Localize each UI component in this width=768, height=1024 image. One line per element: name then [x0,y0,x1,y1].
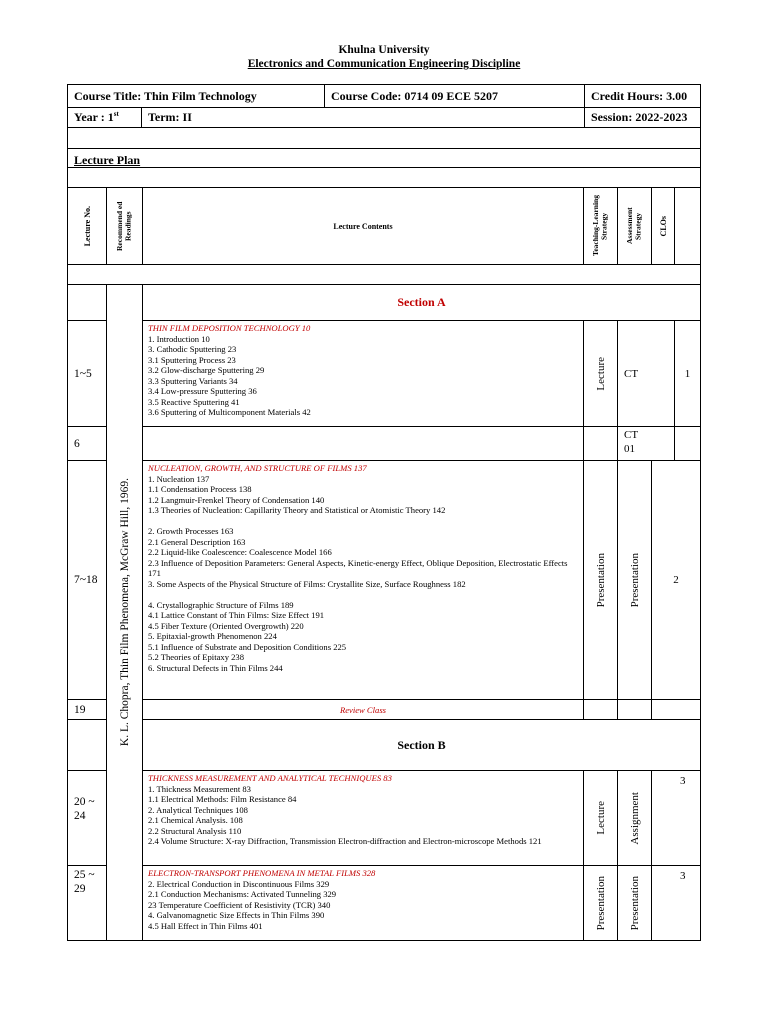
content-item: 1. Introduction 10 [148,333,210,344]
reference-text: K. L. Chopra, Thin Film Phenomena, McGraw Hill, 1969. [118,478,131,747]
spacer-row [67,127,701,149]
content-item: 4. Galvanomagnetic Size Effects in Thin Films 390 [148,910,325,920]
header-empty [674,187,701,265]
row3-clo: 2 [651,460,701,700]
content-item: 2.2 Liquid-like Coalescence: Coalescence Model 166 [148,547,332,557]
term-cell [141,107,585,128]
row1-clo: 1 [674,320,701,427]
row4-clo [651,699,701,720]
course-code-cell [324,84,585,108]
content-item: 2.1 Chemical Analysis. 108 [148,815,243,825]
row5-assessment: Assignment [617,770,652,866]
content-item: 3.3 Sputtering Variants 34 [148,375,238,386]
header-lecture-no: Lecture No. [67,187,107,265]
row4-tl-strategy [583,699,618,720]
content-item: 5. Epitaxial-growth Phenomenon 224 [148,631,277,641]
content-item: 3. Cathodic Sputtering 23 [148,344,237,354]
row2-clo [674,426,701,461]
content-item: 6. Structural Defects in Thin Films 244 [148,662,283,673]
content-item: 4.5 Hall Effect in Thin Films 401 [148,920,263,931]
content-item: 3.2 Glow-discharge Sputtering 29 [148,365,265,375]
credit-hours: Credit Hours: 3.00 [591,88,688,103]
content-item: 1.1 Electrical Methods: Film Resistance 84 [148,794,297,804]
row6-items [148,879,578,932]
row6-assessment: Presentation [617,865,652,941]
row5-lecture-no: 20 ~ 24 [67,770,107,866]
row3-lecture-no: 7~18 [67,460,107,700]
row1-items [148,334,578,418]
row1-contents [142,320,584,427]
content-item: 2. Growth Processes 163 [148,526,234,536]
row4-assessment [617,699,652,720]
session: Session: 2022-2023 [591,110,688,124]
row6-contents [142,865,584,941]
header-tl-strategy: Teaching-Learning Strategy [583,187,618,265]
header-clos: CLOs [651,187,675,265]
term: Term: II [148,110,192,124]
row4-lecture-no: 19 [67,699,107,720]
credit-hours-cell [584,84,701,108]
row3-items-3 [148,600,578,674]
course-code: Course Code: 0714 09 ECE 5207 [331,88,498,103]
row6-tl-strategy: Presentation [583,865,618,941]
discipline-name: Electronics and Communication Engineering Discipline [247,58,521,70]
content-item: 3.5 Reactive Sputtering 41 [148,396,240,407]
content-item: 2.1 Conduction Mechanisms: Activated Tunneling 329 [148,889,337,899]
content-item: 2.1 General Description 163 [148,536,246,547]
course-title-cell [67,84,325,108]
header-contents: Lecture Contents [142,187,584,265]
lecture-plan-label: Lecture Plan [67,148,701,168]
content-item: 4.5 Fiber Texture (Oriented Overgrowth) 220 [148,620,304,631]
row6-lecture-no: 25 ~ 29 [67,865,107,941]
row6-clo: 3 [651,865,701,941]
row1-assessment: CT [617,320,675,427]
content-item: 2.4 Volume Structure: X-ray Diffraction, Transmission Electron-diffraction and Electron-microscope Methods 121 [148,836,542,846]
row5-topic-title: THICKNESS MEASUREMENT AND ANALYTICAL TECHNIQUES 83 [148,773,392,783]
row3-items-2 [148,526,578,589]
row3-contents [142,460,584,700]
row1-topic-title: THIN FILM DEPOSITION TECHNOLOGY 10 [148,323,311,333]
section-a-no [67,284,107,321]
content-item: 2.3 Influence of Deposition Parameters: General Aspects, Kinetic-energy Effect, Oblique Deposition, Electrostatic Effects 171 [148,557,568,578]
content-item: 23 Temperature Coefficient of Resistivity (TCR) 340 [148,899,331,910]
content-item: 2. Electrical Conduction in Discontinuous Films 329 [148,878,330,889]
content-item: 1. Nucleation 137 [148,473,210,484]
content-item: 3.6 Sputtering of Multicomponent Materials 42 [148,407,311,417]
year-cell [67,107,142,128]
section-b-title: Section B [142,719,701,771]
section-b-no [67,719,107,771]
row5-contents [142,770,584,866]
content-item: 2.2 Structural Analysis 110 [148,825,242,836]
content-item: 2. Analytical Techniques 108 [148,804,248,815]
row2-tl-strategy [583,426,618,461]
reference-cell [106,284,143,941]
row2-lecture-no: 6 [67,426,107,461]
header-readings: Recommend ed Readings [106,187,143,265]
row5-clo: 3 [651,770,701,866]
row1-tl-strategy: Lecture [583,320,618,427]
row2-contents [142,426,584,461]
row6-topic-title: ELECTRON-TRANSPORT PHENOMENA IN METAL FILMS 328 [148,868,376,878]
content-item: 4.1 Lattice Constant of Thin Films: Size Effect 191 [148,610,325,620]
row5-tl-strategy: Lecture [583,770,618,866]
session-cell [584,107,701,128]
row4-review-class: Review Class [142,699,584,720]
row1-lecture-no: 1~5 [67,320,107,427]
row5-items [148,784,578,847]
section-a-title: Section A [142,284,701,321]
content-item: 1.1 Condensation Process 138 [148,484,252,494]
year: Year : 1st [74,110,119,124]
content-item: 3.1 Sputtering Process 23 [148,354,236,365]
content-item: 4. Crystallographic Structure of Films 189 [148,599,294,610]
course-title: Course Title: Thin Film Technology [74,88,257,103]
content-item: 5.2 Theories of Epitaxy 238 [148,652,245,662]
content-item: 5.1 Influence of Substrate and Deposition Conditions 225 [148,641,347,652]
content-item: 3.4 Low-pressure Sputtering 36 [148,386,257,396]
spacer-row-2 [67,167,701,188]
row2-assessment: CT 01 [617,426,675,461]
row3-items [148,474,578,516]
header-assess-strategy: Assessment Strategy [617,187,652,265]
university-name: Khulna University [338,44,430,56]
row3-assessment: Presentation [617,460,652,700]
content-item: 1. Thickness Measurement 83 [148,783,251,794]
content-item: 3. Some Aspects of the Physical Structure of Films: Crystallite Size, Surface Roughness 182 [148,578,466,589]
content-item: 1.3 Theories of Nucleation: Capillarity Theory and Statistical or Atomistic Theory 142 [148,505,446,515]
row3-topic-title: NUCLEATION, GROWTH, AND STRUCTURE OF FILMS 137 [148,463,367,473]
row3-tl-strategy: Presentation [583,460,618,700]
spacer-row-3 [67,264,701,285]
content-item: 1.2 Langmuir-Frenkel Theory of Condensation 140 [148,494,325,505]
